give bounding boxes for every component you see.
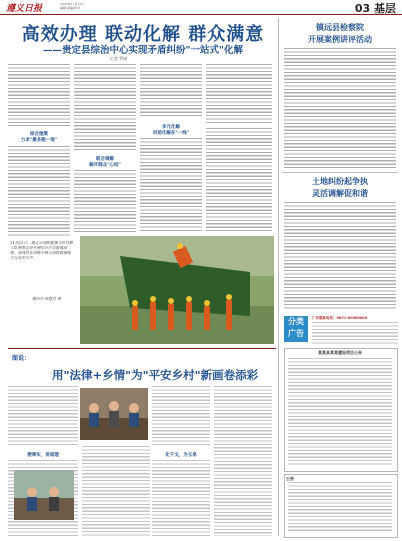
- sidebar-mid-subtitle: 灵活调解促和谐: [312, 188, 368, 198]
- masthead-meta: [60, 2, 84, 10]
- bottom-text-col3: [152, 386, 210, 446]
- lead-text-col4: [206, 64, 272, 124]
- ad-text: [312, 322, 398, 344]
- lead-subtitle-1b: 力求"最多跑一地": [20, 138, 58, 143]
- sidebar-mid-text: [284, 202, 396, 310]
- lead-text-col1b: [8, 146, 70, 236]
- masthead-editor: 编辑/美编/校对: [60, 6, 81, 10]
- lead-subtitle-1: 综合施策: [30, 132, 48, 137]
- classified-ad-label-2: 广告: [288, 329, 304, 338]
- page-section-badge: 03 基层: [354, 2, 396, 15]
- bottom-text-col3b: [152, 460, 210, 536]
- sidebar-top-subtitle: 开展案例讲评活动: [308, 34, 372, 44]
- firefighter-training-photo: [80, 236, 274, 344]
- ad-phone: 广告联系电话：0851-00000000: [312, 316, 368, 320]
- sidebar-divider-1: [282, 172, 398, 173]
- lead-text-col1: [8, 64, 70, 126]
- photo-caption: 11月21日，遵义市消防救援支队特勤大队到贵定县开展综合应急救援演练，指战员在训练中展示消防救援能力与技术水平。: [10, 240, 73, 260]
- notice-text: [288, 358, 392, 466]
- bottom-text-col1: [8, 386, 78, 446]
- section-divider: [8, 348, 276, 349]
- sidebar-top-text: [284, 48, 396, 168]
- bottom-subtitle-2: 化干戈，为玉帛: [165, 453, 197, 458]
- bottom-kicker: 图说：: [12, 355, 31, 362]
- lead-subtitle-3b: 诉前化解在"一线": [152, 131, 190, 136]
- village-photo-illustration: [14, 470, 74, 520]
- lead-text-col2b: [74, 170, 136, 232]
- village-photo: [14, 470, 74, 520]
- sidebar-top-title: 镇远县检察院: [316, 22, 364, 32]
- lead-text-col4b: [206, 128, 272, 232]
- bottom-headline: 用"法律+乡情"为"平安乡村"新画卷添彩: [52, 368, 259, 382]
- bottom-text-col4: [214, 386, 272, 536]
- lead-text-col3: [140, 64, 202, 118]
- bottom-text-col2b: [82, 446, 150, 536]
- classified-ad-badge: [284, 316, 308, 342]
- classified-ad-label: 分类: [288, 317, 304, 326]
- mediation-photo: [80, 388, 148, 440]
- sidebar-mid-title: 土地纠纷起争执: [312, 176, 368, 186]
- lead-subtitle-3: 多元化解: [162, 125, 180, 130]
- lead-headline: 高效办理 联动化解 群众满意: [21, 24, 265, 45]
- lead-text-col3b: [140, 138, 202, 232]
- notice-title: 某某县某某建设项目公告: [318, 350, 362, 355]
- firefighter-photo-illustration: [80, 236, 274, 344]
- bottom-notice-text: [288, 482, 392, 532]
- bottom-subtitle-1: 摆事实，讲道理: [27, 453, 59, 458]
- lead-subtitle-2b: 解开群众"心结": [89, 163, 121, 168]
- lead-byline: 记者 罗刚: [110, 56, 128, 61]
- masthead-date: 2023年11月15日: [60, 2, 85, 6]
- newspaper-logo: 遵义日报: [6, 4, 43, 14]
- lead-text-col2: [74, 64, 136, 152]
- lead-subtitle-2: 联合调解: [96, 157, 114, 162]
- lead-subheadline: ——贵定县综治中心实现矛盾纠纷"一站式"化解: [43, 45, 243, 56]
- sidebar-divider: [278, 18, 279, 536]
- bottom-notice-heading: 公告: [286, 476, 294, 481]
- photo-credit: 通讯员 杨慧芬 摄: [32, 296, 61, 301]
- mediation-photo-illustration: [80, 388, 148, 440]
